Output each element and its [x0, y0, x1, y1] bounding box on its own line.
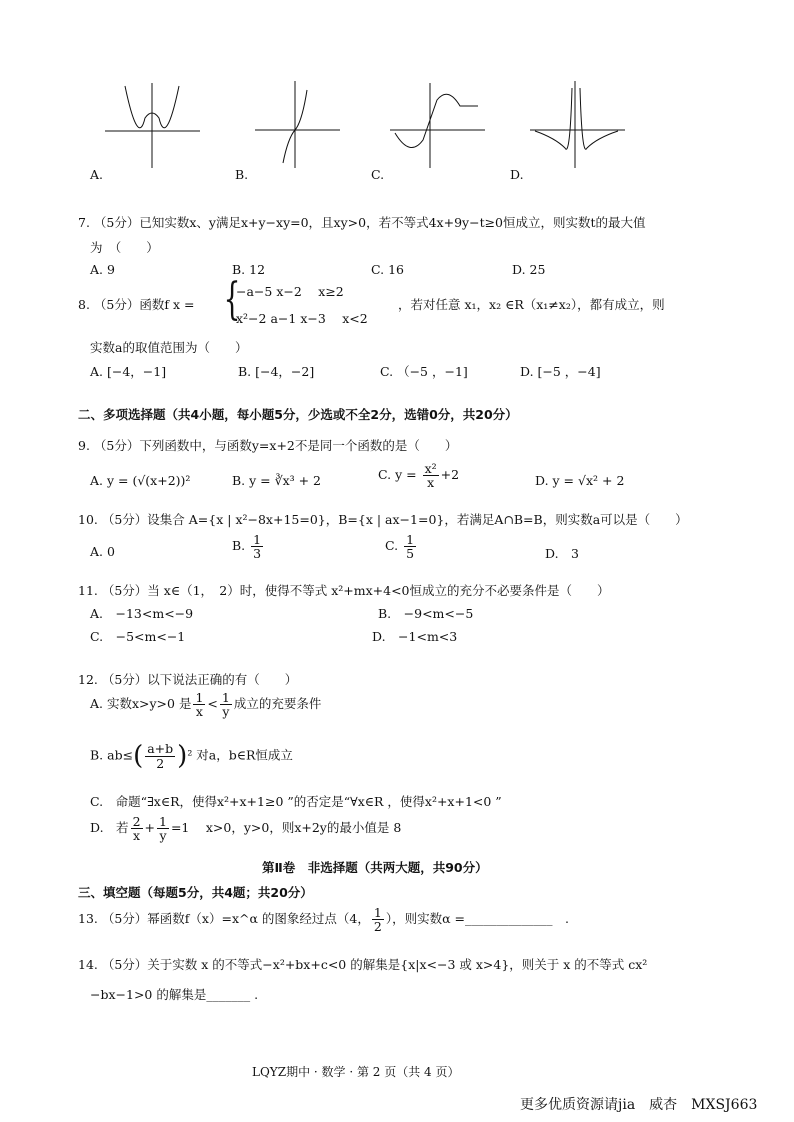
q8-brace: {: [223, 274, 241, 325]
q10-c-numerator: 1: [406, 532, 415, 547]
q12-d-den2: y: [159, 828, 167, 844]
q7-option-c: C. 16: [371, 262, 404, 277]
q11-option-d: D. −1<m<3: [372, 629, 458, 644]
q8-line2: 实数a的取值范围为（ ）: [90, 340, 248, 355]
q7-stem: 7. （5分）已知实数x、y满足x+y−xy=0，且xy>0，若不等式4x+9y−t≥0恒成立，则实数t的最大值: [78, 215, 646, 230]
q10-b-denominator: 3: [253, 546, 262, 562]
q11-stem: 11. （5分）当 x∈（1， 2）时，使得不等式 x²+mx+4<0恒成立的充分不必要条件是（ ）: [78, 583, 610, 598]
q12-a-num1: 1: [195, 690, 204, 705]
q8-option-b: B. [−4，−2]: [238, 364, 315, 379]
q9-option-c-label: C. y =: [378, 467, 421, 483]
q8-case1: −a−5 x−2 x≥2: [236, 284, 344, 299]
q12-b-denominator: 2: [156, 755, 165, 771]
q7-option-b: B. 12: [232, 262, 266, 277]
q12-option-a: [90, 691, 321, 718]
graph-b: [255, 81, 340, 168]
watermark: 更多优质资源请jia 威杏 MXSJ663: [520, 1097, 758, 1113]
page-footer: LQYZ期中 · 数学 · 第 2 页（共 4 页）: [252, 1065, 460, 1079]
q10-option-b-label: B.: [232, 538, 246, 554]
q12-stem: 12. （5分）以下说法正确的有（ ）: [78, 672, 298, 687]
q12-d-num2: 1: [159, 814, 167, 829]
q12-b-numerator: a+b: [147, 741, 174, 757]
q8-option-d: D. [−5 ，−4]: [520, 364, 601, 379]
graph-label-d: D.: [510, 167, 524, 182]
q9-option-d: D. y = √x² + 2: [535, 473, 625, 488]
q12-option-b: [90, 741, 293, 771]
section-multiple-choice: 二、多项选择题（共4小题，每小题5分，少选或不全2分，选错0分，共20分）: [78, 407, 518, 422]
q10-option-a: A. 0: [90, 544, 115, 559]
q12-d-den1: x: [133, 828, 141, 844]
q12-a-pre: A. 实数x>y>0 是: [90, 696, 192, 712]
q9-option-c: [378, 462, 459, 489]
q9-option-a: A. y = (√(x+2))²: [90, 473, 191, 488]
q12-option-c: C. 命题“∃x∈R，使得x²+x+1≥0 ”的否定是“∀x∈R ，使得x²+x+1<0 ”: [90, 794, 502, 809]
q8-option-a: A. [−4，−1]: [90, 364, 167, 379]
part-two-heading: 第Ⅱ卷 非选择题（共两大题，共90分）: [262, 860, 488, 875]
q14-line1: 14. （5分）关于实数 x 的不等式−x²+bx+c<0 的解集是{x|x<−3 或 x>4}，则关于 x 的不等式 cx²: [78, 957, 648, 972]
q12-a-mid: <: [207, 696, 218, 712]
q7-stem2: 为 （ ）: [90, 240, 159, 255]
q11-option-c: C. −5<m<−1: [90, 629, 186, 644]
q12-a-num2: 1: [221, 690, 230, 705]
section-fill-in: 三、填空题（每题5分，共4题；共20分）: [78, 885, 313, 900]
q12-a-den2: y: [222, 704, 230, 720]
graph-c: [390, 83, 485, 168]
graph-label-a: A.: [90, 167, 104, 182]
q9-stem: 9. （5分）下列函数中，与函数y=x+2不是同一个函数的是（ ）: [78, 438, 458, 453]
q10-b-numerator: 1: [253, 532, 262, 547]
q11-option-a: A. −13<m<−9: [90, 606, 194, 621]
q12-d-mid: +: [144, 820, 155, 836]
graph-label-b: B.: [235, 167, 249, 182]
q12-a-den1: x: [195, 704, 203, 720]
q12-d-num1: 2: [132, 814, 141, 829]
q13-denominator: 2: [373, 919, 382, 935]
q10-option-c: [385, 533, 418, 560]
q14-line2: −bx−1>0 的解集是_______ .: [90, 987, 259, 1002]
graph-a: [105, 83, 200, 168]
q9-c-numerator: x²: [424, 461, 437, 476]
q9-c-tail: +2: [440, 467, 460, 483]
q13-pre: 13. （5分）幂函数f（x）=x^α 的图象经过点（4，: [78, 911, 370, 927]
q11-option-b: B. −9<m<−5: [378, 606, 474, 621]
q8-prefix: 8. （5分）函数f x =: [78, 297, 195, 312]
q12-b-post: ² 对a，b∈R恒成立: [187, 747, 293, 763]
q12-d-post: =1 x>0，y>0，则x+2y的最小值是 8: [170, 820, 402, 836]
function-graphs: [90, 78, 650, 168]
q12-b-pre: B. ab≤: [90, 747, 134, 763]
q12-b-lparen: (: [133, 741, 144, 771]
q12-a-post: 成立的充要条件: [233, 696, 322, 712]
q10-c-denominator: 5: [406, 546, 415, 562]
q10-stem: 10. （5分）设集合 A={x | x²−8x+15=0}，B={x | ax−1=0}，若满足A∩B=B，则实数a可以是（ ）: [78, 512, 688, 527]
graph-d: [530, 81, 625, 168]
q8-case2: x²−2 a−1 x−3 x<2: [236, 311, 368, 326]
q10-option-b: [232, 533, 265, 560]
q12-b-rparen: ): [177, 741, 188, 771]
q9-option-b: B. y = ∛x³ + 2: [232, 473, 322, 488]
q13-numerator: 1: [373, 905, 382, 920]
graph-label-c: C.: [371, 167, 385, 182]
q7-option-d: D. 25: [512, 262, 546, 277]
q13-post: ），则实数α =______________ .: [385, 911, 569, 927]
q9-c-denominator: x: [427, 475, 435, 491]
q10-option-c-label: C.: [385, 538, 399, 554]
q8-option-c: C. （−5 ，−1]: [380, 364, 468, 379]
q13: [78, 906, 569, 933]
q10-option-d: D. 3: [545, 546, 580, 561]
q7-option-a: A. 9: [90, 262, 115, 277]
q12-option-d: [90, 815, 401, 842]
q12-d-pre: D. 若: [90, 820, 129, 836]
q8-suffix: ，若对任意 x₁，x₂ ∈R（x₁≠x₂），都有成立，则: [398, 297, 665, 312]
